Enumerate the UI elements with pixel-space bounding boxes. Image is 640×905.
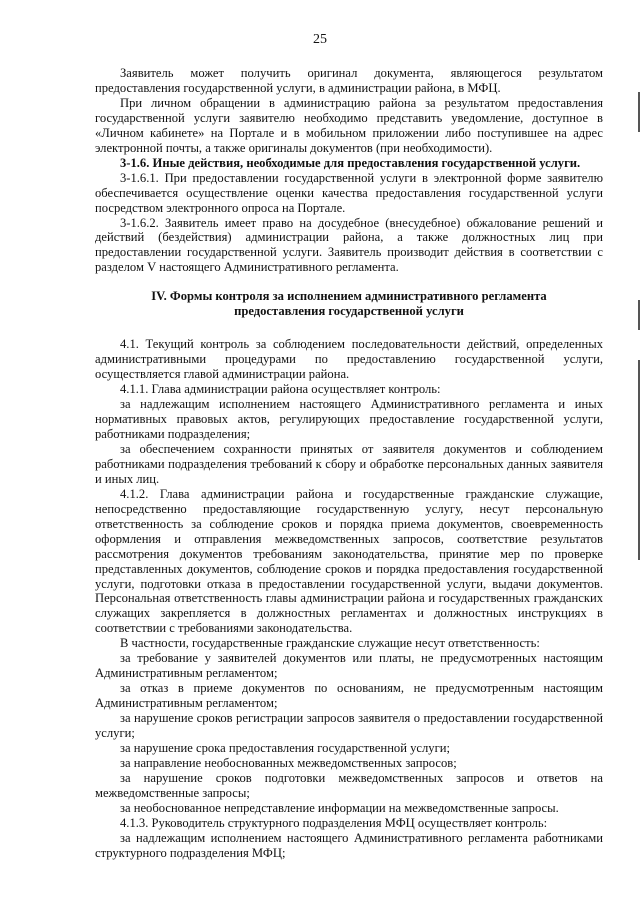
list-item: за нарушение сроков регистрации запросов заявителя о предоставлении государственной услуги; — [95, 711, 603, 741]
list-item: за нарушение срока предоставления государственной услуги; — [120, 740, 450, 755]
list-item: за направление необоснованных межведомственных запросов; — [120, 755, 457, 770]
document-body — [95, 66, 603, 861]
subsection-heading: 3-1.6. Иные действия, необходимые для предоставления государственной услуги. — [120, 155, 581, 170]
paragraph: Заявитель может получить оригинал документа, являющегося результатом предоставления государственной услуги, в администрации района, в МФЦ. — [95, 66, 603, 95]
page-number: 25 — [313, 32, 327, 47]
section-heading-line: IV. Формы контроля за исполнением административного регламента — [151, 289, 547, 304]
paragraph: за надлежащим исполнением настоящего Административного регламента и иных нормативных правовых актов, регулирующих предоставление государственной услуги, работниками подразделения; — [95, 397, 603, 441]
list-item: за требование у заявителей документов или платы, не предусмотренных настоящим Административным регламентом; — [95, 651, 603, 681]
list-item: за нарушение сроков подготовки межведомственных запросов и ответов на межведомственные запросы; — [95, 770, 603, 800]
paragraph: 3-1.6.2. Заявитель имеет право на досудебное (внесудебное) обжалование решений и действий (бездействия) администрации района, а также должностных лиц при предоставлении государственной услуги. Заявитель производит действия в соответствии с разделом V настоящего Административного регламента. — [95, 215, 603, 275]
paragraph: 3-1.6.1. При предоставлении государственной услуги в электронной форме заявителю обеспечивается осуществление оценки качества предоставления государственной услуги посредством электронного опроса на Портале. — [95, 170, 603, 215]
section-heading — [95, 289, 603, 319]
paragraph: 4.1. Текущий контроль за соблюдением последовательности действий, определенных административными процедурами по предоставлению государственной услуги, осуществляется главой администрации района. — [95, 337, 603, 382]
list-item: за необоснованное непредставление информации на межведомственные запросы. — [120, 800, 559, 815]
paragraph: 4.1.2. Глава администрации района и государственные гражданские служащие, непосредственно предоставляющие государственную услугу, несут персональную ответственность за соблюдение сроков и порядка приема документов, своевременность оформления и отправления межведомственных запросов, соответствие результатов рассмотрения документов требованиям законодательства, принятие мер по проверке представленных документов, соблюдение сроков и порядка предоставления государственной услуги, подготовки отказа в предоставлении государственной услуги, выдачи документов. Персональная ответственность главы администрации района и государственных гражданских служащих закрепляется в должностных регламентах и должностных инструкциях в соответствии с требованиями законодательства. — [95, 486, 603, 636]
paragraph: При личном обращении в администрацию района за результатом предоставления государственной услуги заявителю необходимо представить уведомление, доступное в «Личном кабинете» на Портале и в мобильном приложении либо поступившее на адрес электронной почты, а также оригиналы документов (при необходимости). — [95, 95, 603, 155]
paragraph: за обеспечением сохранности принятых от заявителя документов и соблюдением работниками подразделения требований к сбору и обработке персональных данных заявителя и иных лиц. — [95, 441, 603, 486]
paragraph: В частности, государственные гражданские служащие несут ответственность: — [120, 636, 540, 651]
paragraph: 4.1.1. Глава администрации района осуществляет контроль: — [120, 382, 441, 397]
list-item: за отказ в приеме документов по основаниям, не предусмотренным настоящим Административным регламентом; — [95, 681, 603, 711]
section-heading-line: предоставления государственной услуги — [234, 304, 464, 319]
list-item: за надлежащим исполнением настоящего Административного регламента работниками структурного подразделения МФЦ; — [95, 830, 603, 860]
paragraph: 4.1.3. Руководитель структурного подразделения МФЦ осуществляет контроль: — [120, 815, 548, 830]
